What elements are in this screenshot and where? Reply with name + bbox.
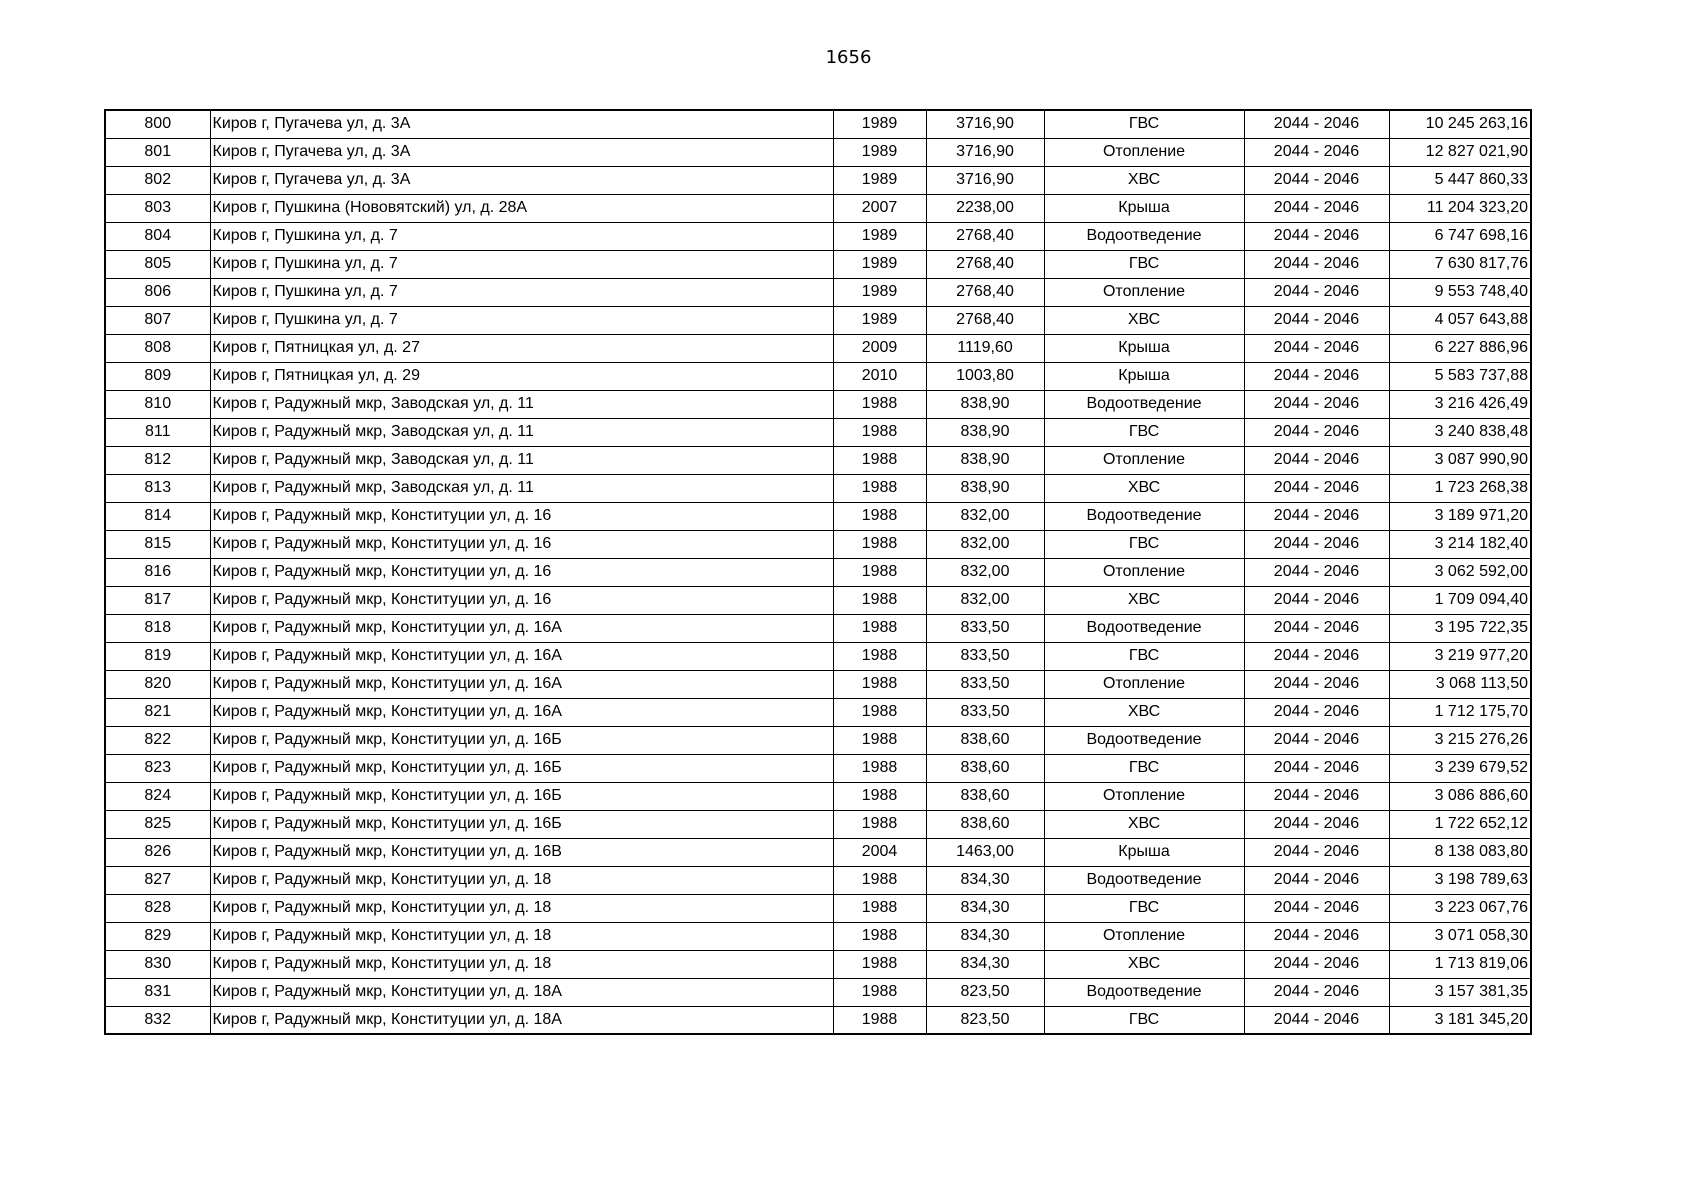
- row-number: 815: [105, 530, 210, 558]
- table-row: [105, 782, 1531, 810]
- cost-cell: 1 723 268,38: [1389, 474, 1531, 502]
- cost-cell: 3 062 592,00: [1389, 558, 1531, 586]
- area-cell: 833,50: [926, 614, 1044, 642]
- address-cell: Киров г, Радужный мкр, Конституции ул, д. 16А: [210, 642, 833, 670]
- table-row: [105, 866, 1531, 894]
- period-cell: 2044 - 2046: [1244, 586, 1389, 614]
- cost-cell: 6 227 886,96: [1389, 334, 1531, 362]
- work-type-cell: Отопление: [1044, 446, 1244, 474]
- row-number: 810: [105, 390, 210, 418]
- address-cell: Киров г, Радужный мкр, Конституции ул, д. 16В: [210, 838, 833, 866]
- address-cell: Киров г, Радужный мкр, Конституции ул, д. 16Б: [210, 754, 833, 782]
- area-cell: 838,90: [926, 446, 1044, 474]
- work-type-cell: ХВС: [1044, 166, 1244, 194]
- work-type-cell: Крыша: [1044, 194, 1244, 222]
- area-cell: 3716,90: [926, 166, 1044, 194]
- address-cell: Киров г, Радужный мкр, Заводская ул, д. 11: [210, 390, 833, 418]
- work-type-cell: Водоотведение: [1044, 390, 1244, 418]
- area-cell: 838,90: [926, 474, 1044, 502]
- area-cell: 2768,40: [926, 250, 1044, 278]
- address-cell: Киров г, Пушкина ул, д. 7: [210, 306, 833, 334]
- table-row: [105, 334, 1531, 362]
- work-type-cell: Водоотведение: [1044, 502, 1244, 530]
- cost-cell: 7 630 817,76: [1389, 250, 1531, 278]
- row-number: 814: [105, 502, 210, 530]
- address-cell: Киров г, Радужный мкр, Конституции ул, д. 16: [210, 586, 833, 614]
- row-number: 832: [105, 1006, 210, 1034]
- table-body: [105, 110, 1531, 1034]
- area-cell: 833,50: [926, 642, 1044, 670]
- year-cell: 1988: [833, 530, 926, 558]
- work-type-cell: ХВС: [1044, 698, 1244, 726]
- table-row: [105, 950, 1531, 978]
- period-cell: 2044 - 2046: [1244, 362, 1389, 390]
- table-row: [105, 418, 1531, 446]
- row-number: 819: [105, 642, 210, 670]
- period-cell: 2044 - 2046: [1244, 922, 1389, 950]
- address-cell: Киров г, Радужный мкр, Конституции ул, д. 16: [210, 502, 833, 530]
- year-cell: 1988: [833, 502, 926, 530]
- period-cell: 2044 - 2046: [1244, 894, 1389, 922]
- work-type-cell: ХВС: [1044, 474, 1244, 502]
- period-cell: 2044 - 2046: [1244, 950, 1389, 978]
- address-cell: Киров г, Радужный мкр, Конституции ул, д. 18: [210, 866, 833, 894]
- period-cell: 2044 - 2046: [1244, 642, 1389, 670]
- year-cell: 1988: [833, 642, 926, 670]
- period-cell: 2044 - 2046: [1244, 810, 1389, 838]
- year-cell: 1988: [833, 1006, 926, 1034]
- row-number: 821: [105, 698, 210, 726]
- table-row: [105, 474, 1531, 502]
- cost-cell: 3 195 722,35: [1389, 614, 1531, 642]
- area-cell: 834,30: [926, 894, 1044, 922]
- row-number: 803: [105, 194, 210, 222]
- year-cell: 1988: [833, 754, 926, 782]
- cost-cell: 3 157 381,35: [1389, 978, 1531, 1006]
- address-cell: Киров г, Пугачева ул, д. 3А: [210, 110, 833, 138]
- work-type-cell: Отопление: [1044, 558, 1244, 586]
- address-cell: Киров г, Радужный мкр, Конституции ул, д. 18: [210, 922, 833, 950]
- work-type-cell: ГВС: [1044, 530, 1244, 558]
- row-number: 802: [105, 166, 210, 194]
- address-cell: Киров г, Радужный мкр, Конституции ул, д. 16А: [210, 698, 833, 726]
- table-row: [105, 250, 1531, 278]
- work-type-cell: Крыша: [1044, 362, 1244, 390]
- row-number: 826: [105, 838, 210, 866]
- address-cell: Киров г, Пятницкая ул, д. 29: [210, 362, 833, 390]
- period-cell: 2044 - 2046: [1244, 838, 1389, 866]
- row-number: 817: [105, 586, 210, 614]
- address-cell: Киров г, Пятницкая ул, д. 27: [210, 334, 833, 362]
- cost-cell: 3 223 067,76: [1389, 894, 1531, 922]
- row-number: 806: [105, 278, 210, 306]
- area-cell: 834,30: [926, 950, 1044, 978]
- address-cell: Киров г, Радужный мкр, Конституции ул, д. 18: [210, 894, 833, 922]
- cost-cell: 1 712 175,70: [1389, 698, 1531, 726]
- address-cell: Киров г, Радужный мкр, Конституции ул, д. 16: [210, 558, 833, 586]
- period-cell: 2044 - 2046: [1244, 306, 1389, 334]
- cost-cell: 1 722 652,12: [1389, 810, 1531, 838]
- table-row: [105, 642, 1531, 670]
- table-row: [105, 1006, 1531, 1034]
- table-row: [105, 838, 1531, 866]
- area-cell: 3716,90: [926, 110, 1044, 138]
- year-cell: 2007: [833, 194, 926, 222]
- year-cell: 1988: [833, 950, 926, 978]
- address-cell: Киров г, Пушкина ул, д. 7: [210, 222, 833, 250]
- area-cell: 1463,00: [926, 838, 1044, 866]
- period-cell: 2044 - 2046: [1244, 250, 1389, 278]
- cost-cell: 3 087 990,90: [1389, 446, 1531, 474]
- work-type-cell: Водоотведение: [1044, 866, 1244, 894]
- row-number: 811: [105, 418, 210, 446]
- period-cell: 2044 - 2046: [1244, 782, 1389, 810]
- year-cell: 1988: [833, 614, 926, 642]
- period-cell: 2044 - 2046: [1244, 754, 1389, 782]
- table-row: [105, 278, 1531, 306]
- area-cell: 2238,00: [926, 194, 1044, 222]
- work-type-cell: Водоотведение: [1044, 726, 1244, 754]
- row-number: 822: [105, 726, 210, 754]
- cost-cell: 3 240 838,48: [1389, 418, 1531, 446]
- row-number: 825: [105, 810, 210, 838]
- area-cell: 833,50: [926, 670, 1044, 698]
- address-cell: Киров г, Радужный мкр, Конституции ул, д. 16Б: [210, 782, 833, 810]
- work-type-cell: ГВС: [1044, 642, 1244, 670]
- row-number: 807: [105, 306, 210, 334]
- table-row: [105, 698, 1531, 726]
- work-type-cell: ХВС: [1044, 950, 1244, 978]
- work-type-cell: ГВС: [1044, 894, 1244, 922]
- address-cell: Киров г, Пугачева ул, д. 3А: [210, 166, 833, 194]
- row-number: 829: [105, 922, 210, 950]
- table-row: [105, 362, 1531, 390]
- table-row: [105, 166, 1531, 194]
- address-cell: Киров г, Радужный мкр, Заводская ул, д. 11: [210, 418, 833, 446]
- period-cell: 2044 - 2046: [1244, 978, 1389, 1006]
- row-number: 813: [105, 474, 210, 502]
- cost-cell: 3 216 426,49: [1389, 390, 1531, 418]
- area-cell: 838,60: [926, 782, 1044, 810]
- area-cell: 2768,40: [926, 306, 1044, 334]
- year-cell: 1989: [833, 306, 926, 334]
- area-cell: 832,00: [926, 586, 1044, 614]
- cost-cell: 5 583 737,88: [1389, 362, 1531, 390]
- address-cell: Киров г, Пушкина ул, д. 7: [210, 250, 833, 278]
- table-row: [105, 502, 1531, 530]
- table-row: [105, 138, 1531, 166]
- area-cell: 832,00: [926, 530, 1044, 558]
- period-cell: 2044 - 2046: [1244, 670, 1389, 698]
- cost-cell: 12 827 021,90: [1389, 138, 1531, 166]
- period-cell: 2044 - 2046: [1244, 866, 1389, 894]
- year-cell: 1989: [833, 222, 926, 250]
- year-cell: 1988: [833, 670, 926, 698]
- work-type-cell: ГВС: [1044, 110, 1244, 138]
- cost-cell: 3 219 977,20: [1389, 642, 1531, 670]
- cost-cell: 11 204 323,20: [1389, 194, 1531, 222]
- work-type-cell: Водоотведение: [1044, 222, 1244, 250]
- row-number: 828: [105, 894, 210, 922]
- cost-cell: 5 447 860,33: [1389, 166, 1531, 194]
- work-type-cell: Водоотведение: [1044, 614, 1244, 642]
- cost-cell: 9 553 748,40: [1389, 278, 1531, 306]
- table-row: [105, 390, 1531, 418]
- row-number: 824: [105, 782, 210, 810]
- area-cell: 838,60: [926, 810, 1044, 838]
- year-cell: 1989: [833, 250, 926, 278]
- table-row: [105, 110, 1531, 138]
- area-cell: 3716,90: [926, 138, 1044, 166]
- row-number: 804: [105, 222, 210, 250]
- area-cell: 2768,40: [926, 222, 1044, 250]
- page-number: 1656: [825, 47, 872, 68]
- period-cell: 2044 - 2046: [1244, 222, 1389, 250]
- cost-cell: 3 181 345,20: [1389, 1006, 1531, 1034]
- table-row: [105, 670, 1531, 698]
- address-cell: Киров г, Радужный мкр, Заводская ул, д. 11: [210, 446, 833, 474]
- row-number: 816: [105, 558, 210, 586]
- cost-cell: 8 138 083,80: [1389, 838, 1531, 866]
- year-cell: 1989: [833, 138, 926, 166]
- row-number: 801: [105, 138, 210, 166]
- area-cell: 832,00: [926, 558, 1044, 586]
- year-cell: 2009: [833, 334, 926, 362]
- work-type-cell: ГВС: [1044, 754, 1244, 782]
- row-number: 820: [105, 670, 210, 698]
- work-type-cell: ХВС: [1044, 810, 1244, 838]
- address-cell: Киров г, Радужный мкр, Конституции ул, д. 16Б: [210, 726, 833, 754]
- area-cell: 2768,40: [926, 278, 1044, 306]
- area-cell: 838,90: [926, 390, 1044, 418]
- address-cell: Киров г, Радужный мкр, Конституции ул, д. 18А: [210, 978, 833, 1006]
- work-type-cell: Крыша: [1044, 838, 1244, 866]
- period-cell: 2044 - 2046: [1244, 558, 1389, 586]
- cost-cell: 3 214 182,40: [1389, 530, 1531, 558]
- year-cell: 1988: [833, 866, 926, 894]
- cost-cell: 3 239 679,52: [1389, 754, 1531, 782]
- period-cell: 2044 - 2046: [1244, 446, 1389, 474]
- table-row: [105, 194, 1531, 222]
- work-type-cell: Водоотведение: [1044, 978, 1244, 1006]
- table-row: [105, 222, 1531, 250]
- period-cell: 2044 - 2046: [1244, 474, 1389, 502]
- year-cell: 1988: [833, 474, 926, 502]
- table-row: [105, 894, 1531, 922]
- year-cell: 1988: [833, 978, 926, 1006]
- year-cell: 1988: [833, 782, 926, 810]
- row-number: 809: [105, 362, 210, 390]
- cost-cell: 1 713 819,06: [1389, 950, 1531, 978]
- table-row: [105, 530, 1531, 558]
- year-cell: 1988: [833, 586, 926, 614]
- year-cell: 1989: [833, 278, 926, 306]
- address-cell: Киров г, Радужный мкр, Конституции ул, д. 16А: [210, 614, 833, 642]
- address-cell: Киров г, Радужный мкр, Конституции ул, д. 18: [210, 950, 833, 978]
- area-cell: 823,50: [926, 978, 1044, 1006]
- year-cell: 1988: [833, 418, 926, 446]
- table-row: [105, 446, 1531, 474]
- cost-cell: 3 086 886,60: [1389, 782, 1531, 810]
- row-number: 823: [105, 754, 210, 782]
- year-cell: 1989: [833, 166, 926, 194]
- address-cell: Киров г, Радужный мкр, Конституции ул, д. 16Б: [210, 810, 833, 838]
- table-row: [105, 922, 1531, 950]
- area-cell: 838,60: [926, 754, 1044, 782]
- address-cell: Киров г, Радужный мкр, Конституции ул, д. 18А: [210, 1006, 833, 1034]
- table-row: [105, 810, 1531, 838]
- year-cell: 1988: [833, 894, 926, 922]
- area-cell: 834,30: [926, 922, 1044, 950]
- period-cell: 2044 - 2046: [1244, 698, 1389, 726]
- year-cell: 2004: [833, 838, 926, 866]
- area-cell: 1119,60: [926, 334, 1044, 362]
- area-cell: 838,60: [926, 726, 1044, 754]
- period-cell: 2044 - 2046: [1244, 166, 1389, 194]
- row-number: 827: [105, 866, 210, 894]
- area-cell: 1003,80: [926, 362, 1044, 390]
- cost-cell: 3 189 971,20: [1389, 502, 1531, 530]
- work-type-cell: ГВС: [1044, 1006, 1244, 1034]
- table-row: [105, 978, 1531, 1006]
- area-cell: 823,50: [926, 1006, 1044, 1034]
- work-type-cell: ГВС: [1044, 418, 1244, 446]
- area-cell: 832,00: [926, 502, 1044, 530]
- row-number: 805: [105, 250, 210, 278]
- area-cell: 833,50: [926, 698, 1044, 726]
- year-cell: 1988: [833, 810, 926, 838]
- period-cell: 2044 - 2046: [1244, 334, 1389, 362]
- cost-cell: 3 198 789,63: [1389, 866, 1531, 894]
- table-row: [105, 614, 1531, 642]
- address-cell: Киров г, Пушкина ул, д. 7: [210, 278, 833, 306]
- cost-cell: 3 068 113,50: [1389, 670, 1531, 698]
- cost-cell: 3 215 276,26: [1389, 726, 1531, 754]
- table-row: [105, 754, 1531, 782]
- work-type-cell: ГВС: [1044, 250, 1244, 278]
- table-row: [105, 306, 1531, 334]
- row-number: 831: [105, 978, 210, 1006]
- work-type-cell: Крыша: [1044, 334, 1244, 362]
- period-cell: 2044 - 2046: [1244, 726, 1389, 754]
- period-cell: 2044 - 2046: [1244, 110, 1389, 138]
- period-cell: 2044 - 2046: [1244, 1006, 1389, 1034]
- cost-cell: 6 747 698,16: [1389, 222, 1531, 250]
- cost-cell: 4 057 643,88: [1389, 306, 1531, 334]
- period-cell: 2044 - 2046: [1244, 614, 1389, 642]
- row-number: 818: [105, 614, 210, 642]
- period-cell: 2044 - 2046: [1244, 278, 1389, 306]
- period-cell: 2044 - 2046: [1244, 138, 1389, 166]
- address-cell: Киров г, Радужный мкр, Заводская ул, д. 11: [210, 474, 833, 502]
- table-row: [105, 726, 1531, 754]
- work-type-cell: ХВС: [1044, 586, 1244, 614]
- row-number: 800: [105, 110, 210, 138]
- work-type-cell: Отопление: [1044, 670, 1244, 698]
- work-type-cell: Отопление: [1044, 782, 1244, 810]
- address-cell: Киров г, Радужный мкр, Конституции ул, д. 16А: [210, 670, 833, 698]
- year-cell: 2010: [833, 362, 926, 390]
- work-type-cell: Отопление: [1044, 922, 1244, 950]
- period-cell: 2044 - 2046: [1244, 418, 1389, 446]
- cost-cell: 3 071 058,30: [1389, 922, 1531, 950]
- year-cell: 1988: [833, 390, 926, 418]
- cost-cell: 10 245 263,16: [1389, 110, 1531, 138]
- period-cell: 2044 - 2046: [1244, 502, 1389, 530]
- area-cell: 838,90: [926, 418, 1044, 446]
- period-cell: 2044 - 2046: [1244, 530, 1389, 558]
- year-cell: 1988: [833, 446, 926, 474]
- cost-cell: 1 709 094,40: [1389, 586, 1531, 614]
- address-cell: Киров г, Радужный мкр, Конституции ул, д. 16: [210, 530, 833, 558]
- repair-schedule-table: [104, 109, 1532, 1035]
- row-number: 830: [105, 950, 210, 978]
- period-cell: 2044 - 2046: [1244, 390, 1389, 418]
- area-cell: 834,30: [926, 866, 1044, 894]
- work-type-cell: Отопление: [1044, 278, 1244, 306]
- address-cell: Киров г, Пушкина (Нововятский) ул, д. 28А: [210, 194, 833, 222]
- table-row: [105, 586, 1531, 614]
- year-cell: 1988: [833, 698, 926, 726]
- row-number: 812: [105, 446, 210, 474]
- year-cell: 1988: [833, 558, 926, 586]
- period-cell: 2044 - 2046: [1244, 194, 1389, 222]
- year-cell: 1988: [833, 726, 926, 754]
- row-number: 808: [105, 334, 210, 362]
- year-cell: 1988: [833, 922, 926, 950]
- table-row: [105, 558, 1531, 586]
- work-type-cell: Отопление: [1044, 138, 1244, 166]
- year-cell: 1989: [833, 110, 926, 138]
- address-cell: Киров г, Пугачева ул, д. 3А: [210, 138, 833, 166]
- work-type-cell: ХВС: [1044, 306, 1244, 334]
